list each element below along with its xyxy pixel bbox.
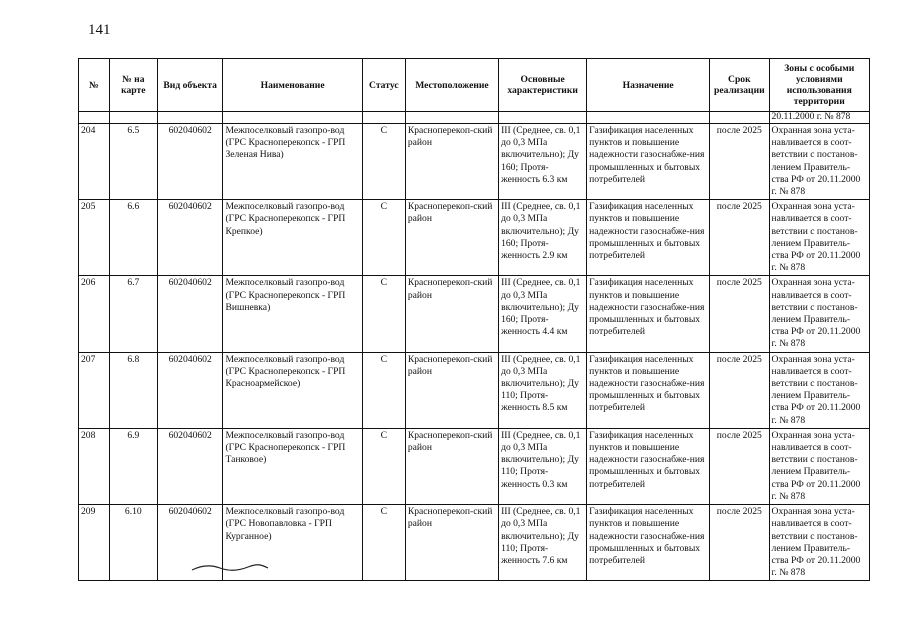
cell-object-type: 602040602 [157,428,223,504]
table-row [79,200,870,276]
cell-map-num: 6.10 [109,505,157,581]
cell-num: 209 [79,505,110,581]
cell-object-type: 602040602 [157,200,223,276]
cell-status: С [362,276,405,352]
cell-location: Красноперекоп-ский район [405,428,498,504]
cell-name: Межпоселковый газопро-вод (ГРС Красноперекопск - ГРП Танковое) [223,428,362,504]
cell-zone: Охранная зона уста-навливается в соот-ветствии с постанов-лением Правитель-ства РФ от 20.11.2000 г. № 878 [769,505,869,581]
cell-purpose: Газификация населенных пунктов и повышение надежности газоснабже-ния промышленных и бытовых потребителей [587,352,710,428]
cell-map-num: 6.5 [109,124,157,200]
cell-name: Межпоселковый газопро-вод (ГРС Красноперекопск - ГРП Красноармейское) [223,352,362,428]
cell-num: 205 [79,200,110,276]
header-object-type: Вид объекта [157,59,223,112]
header-name: Наименование [223,59,362,112]
cell-num: 207 [79,352,110,428]
cell-name: Межпоселковый газопро-вод (ГРС Новопавловка - ГРП Курганное) [223,505,362,581]
cell-status: С [362,124,405,200]
continuation-row [79,112,870,124]
header-status: Статус [362,59,405,112]
cell-location: Красноперекоп-ский район [405,276,498,352]
cell-num: 208 [79,428,110,504]
cell-term: после 2025 [710,352,769,428]
cell-object-type: 602040602 [157,505,223,581]
cell-num: 206 [79,276,110,352]
cell-location: Красноперекоп-ский район [405,352,498,428]
header-location: Местоположение [405,59,498,112]
cell-characteristics: III (Среднее, св. 0,1 до 0,3 МПа включительно); Ду 110; Протя-женность 8.5 км [499,352,587,428]
cell-map-num: 6.8 [109,352,157,428]
cell-status: С [362,428,405,504]
cell-zone: Охранная зона уста-навливается в соот-ветствии с постанов-лением Правитель-ства РФ от 20.11.2000 г. № 878 [769,428,869,504]
cell-purpose: Газификация населенных пунктов и повышение надежности газоснабже-ния промышленных и бытовых потребителей [587,428,710,504]
cell-location: Красноперекоп-ский район [405,505,498,581]
cell-location: Красноперекоп-ский район [405,200,498,276]
cell-term: после 2025 [710,200,769,276]
header-characteristics: Основные характеристики [499,59,587,112]
cell-status: С [362,352,405,428]
cell-object-type: 602040602 [157,124,223,200]
cell-location: Красноперекоп-ский район [405,124,498,200]
cell-purpose: Газификация населенных пунктов и повышение надежности газоснабже-ния промышленных и бытовых потребителей [587,200,710,276]
cell-name: Межпоселковый газопро-вод (ГРС Красноперекопск - ГРП Зеленая Нива) [223,124,362,200]
cell-zone: Охранная зона уста-навливается в соот-ветствии с постанов-лением Правитель-ства РФ от 20.11.2000 г. № 878 [769,124,869,200]
header-row [79,59,870,112]
cell-map-num: 6.9 [109,428,157,504]
cell-object-type: 602040602 [157,352,223,428]
table-row [79,428,870,504]
header-zones: Зоны с особыми условиями использования территории [769,59,869,112]
cell-characteristics: III (Среднее, св. 0,1 до 0,3 МПа включительно); Ду 160; Протя-женность 4.4 км [499,276,587,352]
cell-zone: Охранная зона уста-навливается в соот-ветствии с постанов-лением Правитель-ства РФ от 20.11.2000 г. № 878 [769,200,869,276]
cell-term: после 2025 [710,124,769,200]
cell-status: С [362,505,405,581]
cell-characteristics: III (Среднее, св. 0,1 до 0,3 МПа включительно); Ду 110; Протя-женность 7.6 км [499,505,587,581]
header-num: № [79,59,110,112]
cell-characteristics: III (Среднее, св. 0,1 до 0,3 МПа включительно); Ду 110; Протя-женность 0.3 км [499,428,587,504]
cell-num: 204 [79,124,110,200]
signature-mark [190,561,270,573]
header-term: Срок реализации [710,59,769,112]
cell-zone: Охранная зона уста-навливается в соот-ветствии с постанов-лением Правитель-ства РФ от 20.11.2000 г. № 878 [769,276,869,352]
objects-table [78,58,870,581]
cell-object-type: 602040602 [157,276,223,352]
cell-name: Межпоселковый газопро-вод (ГРС Красноперекопск - ГРП Крепкое) [223,200,362,276]
cell-characteristics: III (Среднее, св. 0,1 до 0,3 МПа включительно); Ду 160; Протя-женность 2.9 км [499,200,587,276]
cell-name: Межпоселковый газопро-вод (ГРС Красноперекопск - ГРП Вишневка) [223,276,362,352]
cell-term: после 2025 [710,505,769,581]
cell-map-num: 6.6 [109,200,157,276]
cell-purpose: Газификация населенных пунктов и повышение надежности газоснабже-ния промышленных и бытовых потребителей [587,276,710,352]
table-row [79,352,870,428]
header-purpose: Назначение [587,59,710,112]
cell-zone: Охранная зона уста-навливается в соот-ветствии с постанов-лением Правитель-ства РФ от 20.11.2000 г. № 878 [769,352,869,428]
cell-status: С [362,200,405,276]
cell-map-num: 6.7 [109,276,157,352]
cell-term: после 2025 [710,428,769,504]
continuation-zone-cell: 20.11.2000 г. № 878 [769,112,869,124]
cell-purpose: Газификация населенных пунктов и повышение надежности газоснабже-ния промышленных и бытовых потребителей [587,505,710,581]
table-row [79,276,870,352]
cell-characteristics: III (Среднее, св. 0,1 до 0,3 МПа включительно); Ду 160; Протя-женность 6.3 км [499,124,587,200]
page-number: 141 [88,22,111,38]
cell-term: после 2025 [710,276,769,352]
header-map-num: № на карте [109,59,157,112]
table-row [79,124,870,200]
cell-purpose: Газификация населенных пунктов и повышение надежности газоснабже-ния промышленных и бытовых потребителей [587,124,710,200]
